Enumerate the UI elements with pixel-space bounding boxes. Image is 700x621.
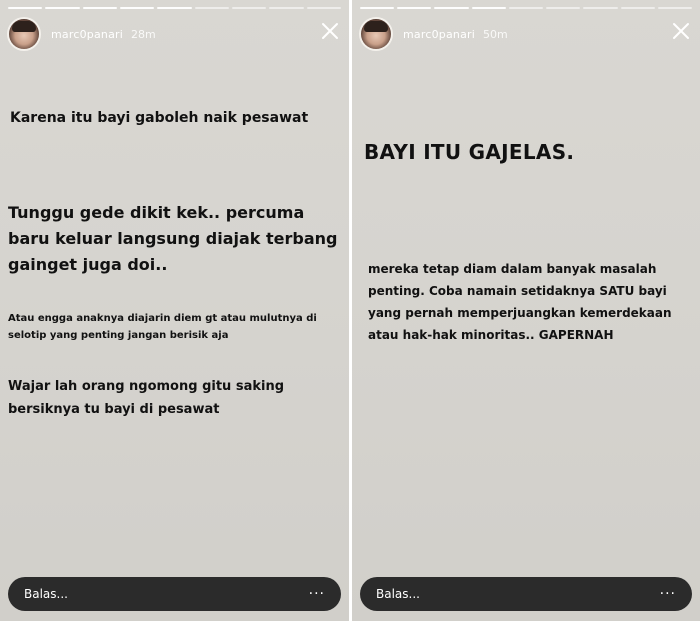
progress-segment [583, 7, 617, 9]
progress-segment [83, 7, 117, 9]
progress-segment [157, 7, 191, 9]
reply-input[interactable] [360, 577, 692, 611]
post-time: 28m [131, 27, 156, 41]
reply-input[interactable] [8, 577, 341, 611]
progress-segment [434, 7, 468, 9]
close-icon[interactable] [670, 20, 692, 42]
progress-segment [307, 7, 341, 9]
progress-segment [45, 7, 79, 9]
story-panel-left[interactable] [0, 0, 349, 621]
progress-segment [120, 7, 154, 9]
progress-segment [621, 7, 655, 9]
progress-segment [195, 7, 229, 9]
username[interactable]: marc0panari [403, 27, 475, 41]
progress-segment [509, 7, 543, 9]
progress-segment [360, 7, 394, 9]
story-text: Karena itu bayi gaboleh naik pesawat [10, 110, 309, 126]
progress-segment [269, 7, 303, 9]
progress-segment [472, 7, 506, 9]
story-headline: BAYI ITU GAJELAS. [364, 140, 575, 164]
username[interactable]: marc0panari [51, 27, 123, 41]
post-time: 50m [483, 27, 508, 41]
more-options-icon[interactable]: ··· [659, 586, 676, 602]
story-text: mereka tetap diam dalam banyak masalah penting. Coba namain setidaknya SATU bayi yang pernah memperjuangkan kemerdekaan atau hak-hak minoritas.. GAPERNAH [368, 262, 672, 342]
story-progress-bar [360, 7, 692, 9]
reply-placeholder: Balas... [376, 587, 420, 601]
story-header [9, 18, 341, 50]
progress-segment [232, 7, 266, 9]
avatar[interactable] [9, 19, 39, 49]
story-text: Tunggu gede dikit kek.. percuma baru keluar langsung diajak terbang gainget juga doi.. [8, 203, 338, 274]
progress-segment [658, 7, 692, 9]
progress-segment [397, 7, 431, 9]
close-icon[interactable] [319, 20, 341, 42]
progress-segment [8, 7, 42, 9]
progress-segment [546, 7, 580, 9]
story-text: Wajar lah orang ngomong gitu saking bersiknya tu bayi di pesawat [8, 379, 285, 417]
reply-placeholder: Balas... [24, 587, 68, 601]
story-text: Atau engga anaknya diajarin diem gt atau mulutnya di selotip yang penting jangan berisik aja [8, 313, 317, 341]
story-panel-right[interactable] [352, 0, 700, 621]
story-progress-bar [8, 7, 341, 9]
more-options-icon[interactable]: ··· [308, 586, 325, 602]
story-header [361, 18, 692, 50]
avatar[interactable] [361, 19, 391, 49]
